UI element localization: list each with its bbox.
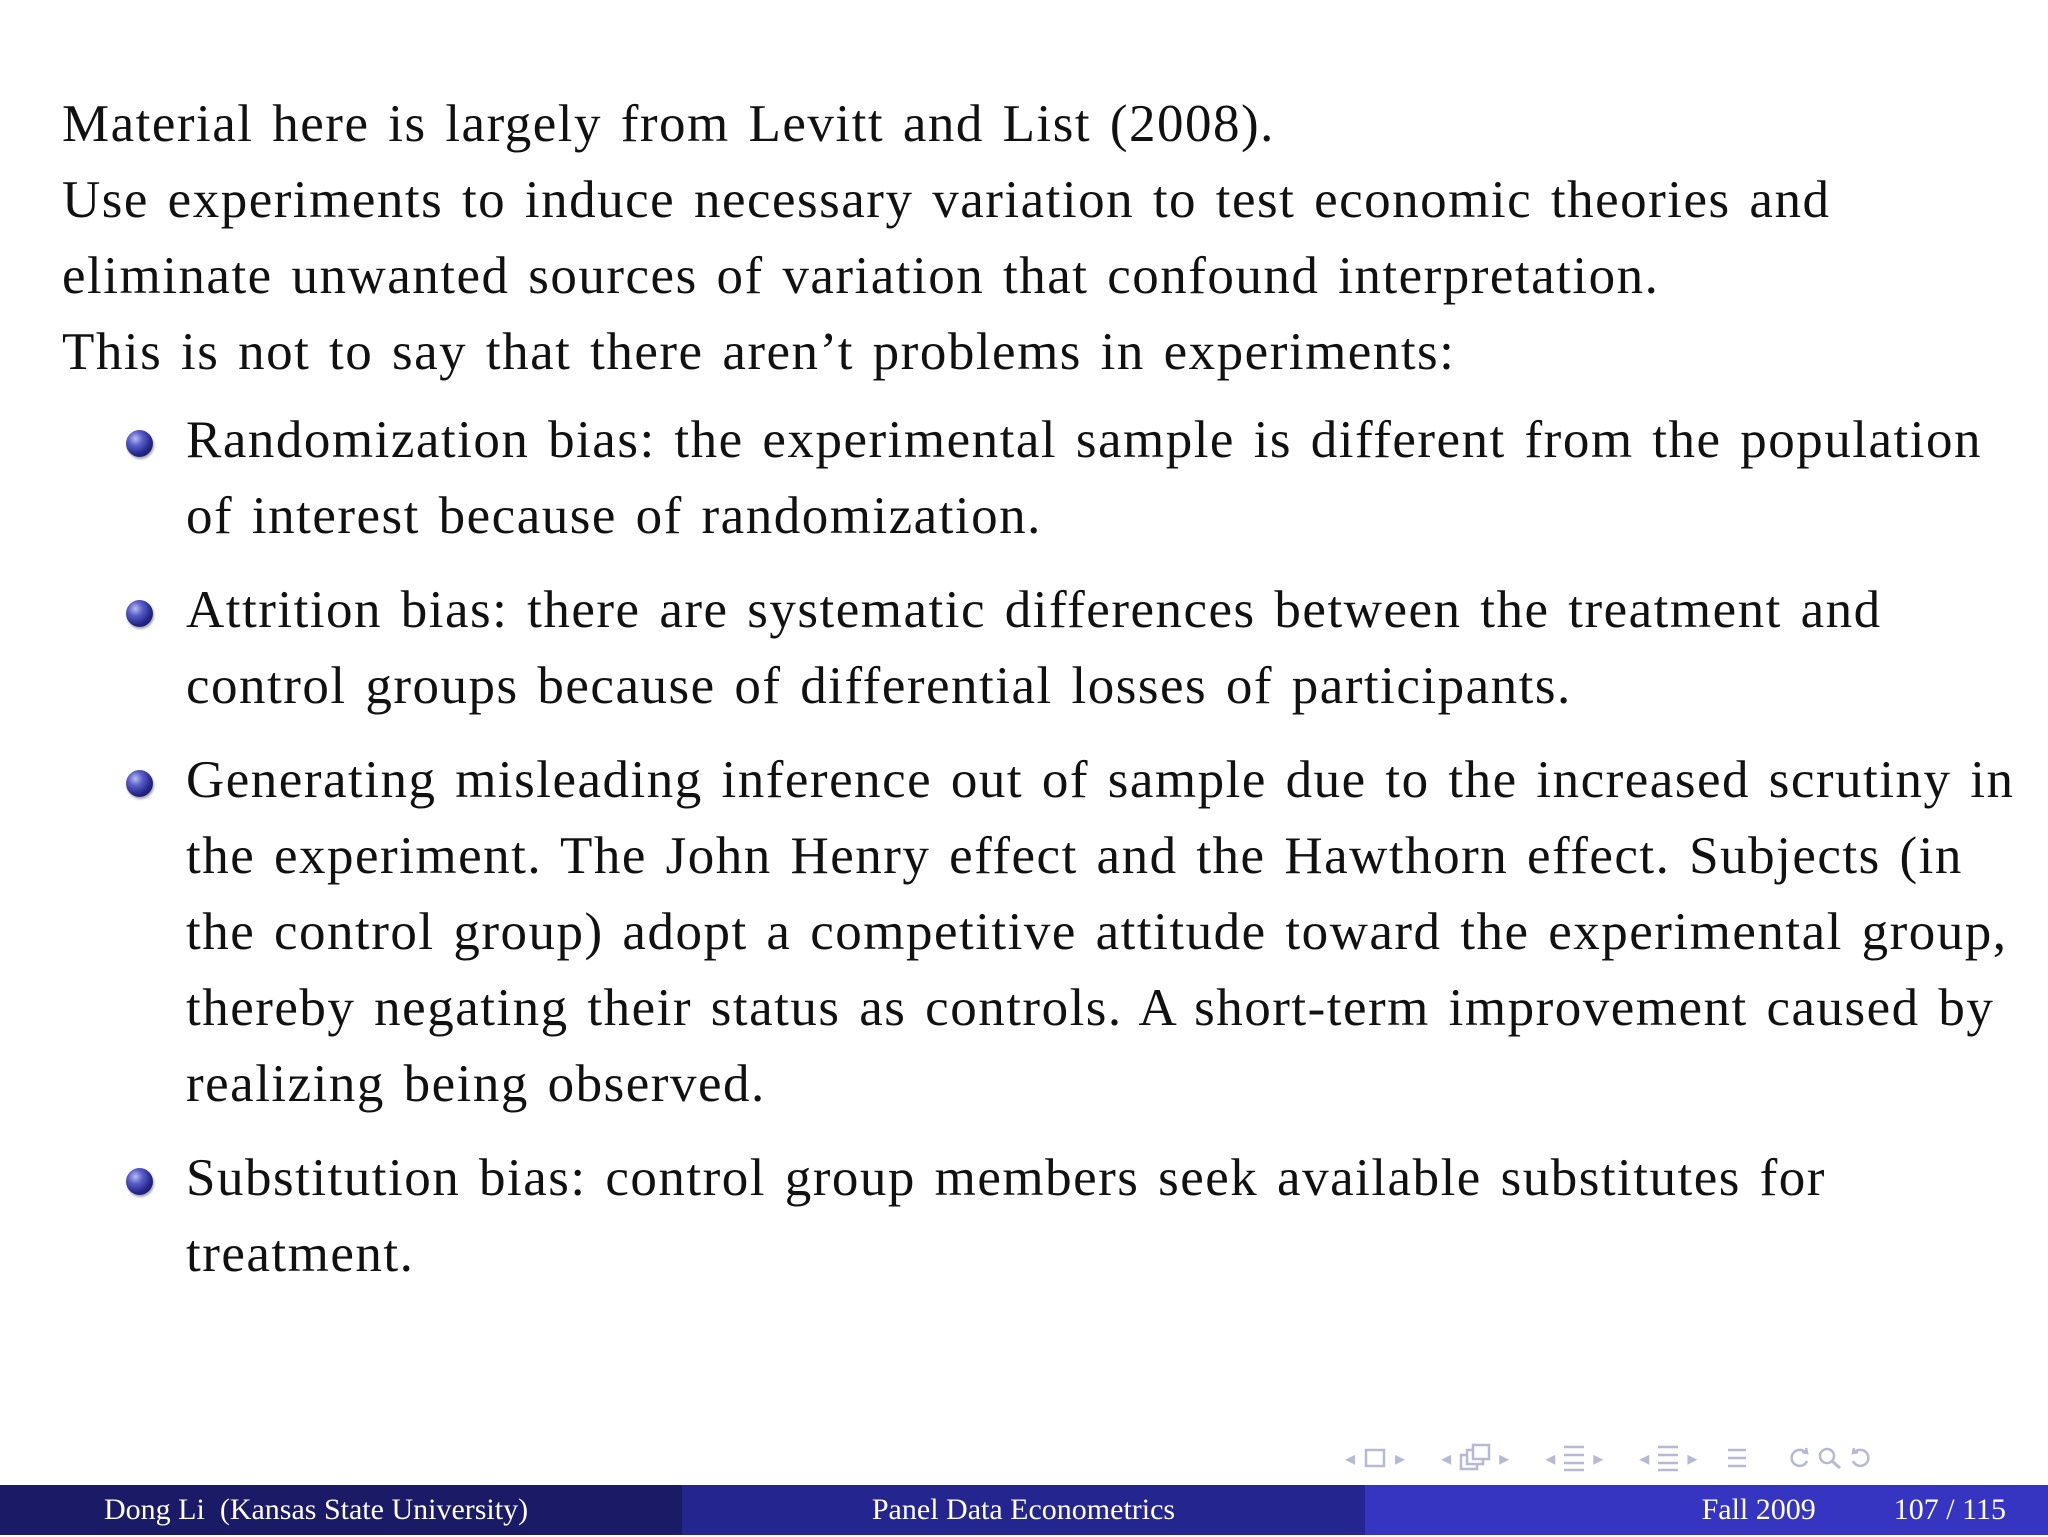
footer-date-segment [1365, 1485, 2048, 1535]
subsection-nav [1632, 1443, 1704, 1473]
intro-line-2: Use experiments to induce necessary variation to test economic theories and eliminate unwanted sources of variation that confound interpretation. [62, 171, 1831, 305]
subsection-prev-icon[interactable]: ◂ [1639, 1446, 1650, 1470]
bullet-ball-icon [126, 1168, 153, 1195]
section-nav [1538, 1443, 1610, 1473]
subsection-next-icon[interactable]: ▸ [1687, 1446, 1698, 1470]
search-icon[interactable] [1816, 1445, 1844, 1471]
forward-icon[interactable] [1848, 1445, 1874, 1471]
footer-title-segment [682, 1485, 1365, 1535]
footer-bar [0, 1485, 2048, 1535]
footer-title: Panel Data Econometrics [871, 1493, 1176, 1526]
footer-author: Dong Li (Kansas State University) [104, 1493, 529, 1526]
bullet-item [62, 402, 2022, 554]
section-icon[interactable] [1562, 1443, 1586, 1473]
toc-icon[interactable] [1726, 1445, 1748, 1471]
bullet-text: Generating misleading inference out of sample due to the increased scrutiny in the experiment. The John Henry effect and the Hawthorn effect. Subjects (in the control group) adopt a competitive attitude toward the experimental group, thereby negating their status as controls. A short-term improvement caused by realizing being observed. [186, 751, 2015, 1113]
section-prev-icon[interactable]: ◂ [1545, 1446, 1556, 1470]
footer-date: Fall 2009 [1701, 1493, 1816, 1526]
slide-next-icon[interactable]: ▸ [1499, 1446, 1510, 1470]
bullet-item [62, 572, 2022, 724]
frame-next-icon[interactable]: ▸ [1395, 1446, 1406, 1470]
bullet-text: Substitution bias: control group members seek available substitutes for treatment. [186, 1149, 1826, 1283]
back-icon[interactable] [1786, 1445, 1812, 1471]
bullet-ball-icon [126, 600, 153, 627]
bullet-ball-icon [126, 770, 153, 797]
slide-prev-icon[interactable]: ◂ [1441, 1446, 1452, 1470]
section-next-icon[interactable]: ▸ [1593, 1446, 1604, 1470]
slide-icon[interactable] [1458, 1443, 1492, 1473]
intro-line-1: Material here is largely from Levitt and List (2008). [62, 95, 1275, 153]
frame-icon[interactable] [1362, 1446, 1388, 1470]
bullet-ball-icon [126, 430, 153, 457]
intro-line-3: This is not to say that there aren’t problems in experiments: [62, 323, 1456, 381]
slide-body [62, 86, 2022, 1310]
toc-nav [1726, 1445, 1748, 1471]
subsection-icon[interactable] [1656, 1443, 1680, 1473]
bullet-item [62, 1140, 2022, 1292]
slide-nav [1434, 1443, 1516, 1473]
footer-author-segment [0, 1485, 682, 1535]
history-nav [1786, 1445, 1874, 1471]
bullet-text: Randomization bias: the experimental sample is different from the population of interest because of randomization. [186, 411, 1983, 545]
frame-prev-icon[interactable]: ◂ [1345, 1446, 1356, 1470]
bullet-list [62, 402, 2022, 1292]
bullet-item [62, 742, 2022, 1122]
frame-nav [1338, 1446, 1412, 1470]
beamer-navigation-bar [1338, 1438, 2038, 1478]
bullet-text: Attrition bias: there are systematic differences between the treatment and control groups because of differential losses of participants. [186, 581, 1882, 715]
footer-page-number: 107 / 115 [1893, 1493, 2006, 1526]
